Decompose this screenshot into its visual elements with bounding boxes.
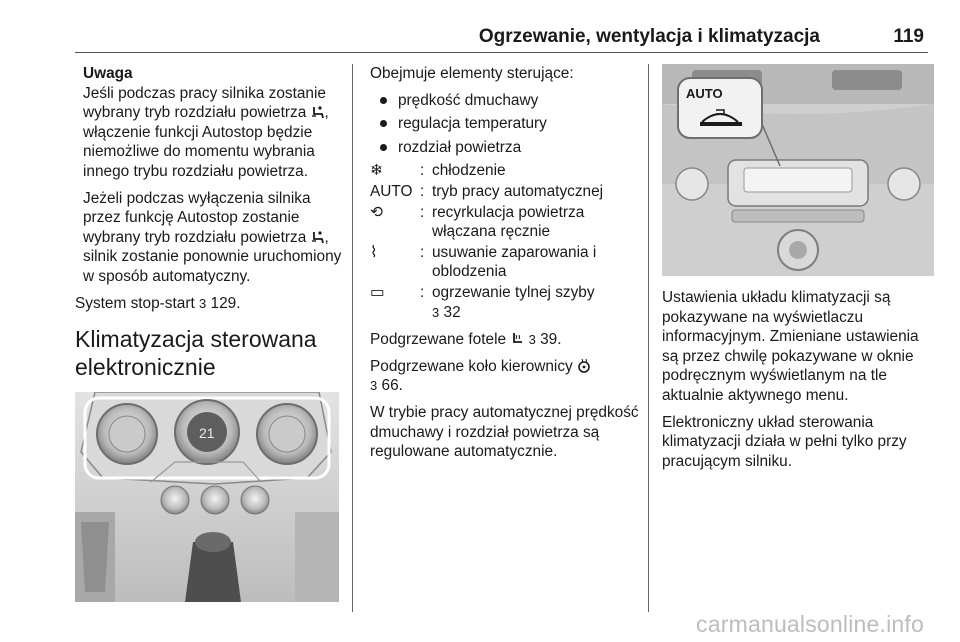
symbol-definitions — [370, 161, 640, 322]
ref-text: Podgrzewane koło kierownicy — [370, 357, 573, 375]
page-number: 119 — [893, 26, 924, 47]
heated-steering-wheel-icon — [577, 359, 591, 373]
page-link[interactable]: 66. — [381, 377, 403, 395]
definition-text — [432, 283, 640, 322]
header-divider — [75, 52, 928, 53]
definition-row — [370, 203, 640, 242]
page-header — [0, 0, 960, 52]
ref-text: System stop-start — [75, 294, 195, 312]
defrost-icon: ⌇ — [370, 243, 378, 261]
definition-row — [370, 161, 640, 181]
auto-mode-paragraph: W trybie pracy automatycznej prędkość dmuchawy i rozdział powietrza są regulowane automatycznie. — [370, 403, 639, 461]
column-2 — [370, 64, 640, 469]
column-divider-1 — [352, 64, 353, 612]
list-item: rozdział powietrza — [370, 138, 640, 158]
note-text: , silnik zostanie ponownie uruchomiony w sposób automatyczny. — [83, 228, 342, 285]
display-paragraph: Ustawienia układu klimatyzacji są pokazywane na wyświetlaczu informacyjnym. Zmieniane ustawienia są przez chwilę pokazywane w oknie podręcznym wyświetlanym na tle aktualnie aktywnego menu. — [662, 289, 919, 404]
note-text: Jeżeli podczas wyłączenia silnika przez funkcję Autostop zostanie wybrany tryb rozdziału powietrza — [83, 189, 311, 246]
auto-mode-label: AUTO — [370, 182, 413, 200]
ref-text: Podgrzewane fotele — [370, 331, 507, 349]
climate-control-photo — [75, 392, 339, 602]
svg-text:21: 21 — [199, 425, 215, 441]
chapter-title: Ogrzewanie, wentylacja i klimatyzacja — [478, 26, 820, 47]
ref-arrow-icon: 3 — [370, 378, 378, 394]
ref-arrow-icon: 3 — [199, 295, 207, 311]
heated-seat-icon — [510, 332, 524, 346]
list-item: prędkość dmuchawy — [370, 91, 640, 111]
ref-arrow-icon: 3 — [528, 332, 536, 348]
note-text: Jeśli podczas pracy silnika zostanie wybrany tryb rozdziału powietrza — [83, 84, 326, 122]
rear-window-heating-icon: ▭ — [370, 283, 385, 301]
separator: : — [420, 203, 425, 221]
page-link[interactable]: 32 — [443, 303, 461, 321]
page-link[interactable]: 39. — [540, 331, 562, 349]
climate-panel-illustration — [75, 392, 339, 602]
display-illustration — [662, 64, 934, 276]
info-display-photo — [662, 64, 934, 276]
definition-row — [370, 283, 640, 322]
separator: : — [420, 182, 425, 200]
air-distribution-footwell-icon — [311, 230, 325, 244]
note-paragraph-2 — [83, 189, 343, 287]
definition-text: usuwanie zaparowania i oblodzenia — [432, 243, 597, 281]
definition-text: tryb pracy automatycznej — [432, 182, 604, 200]
column-1 — [75, 64, 343, 393]
heated-seats-ref — [370, 330, 640, 350]
section-title: Klimatyzacja sterowana elektronicznie — [75, 326, 317, 381]
note-text: , włączenie funkcji Autostop będzie niemożliwe do momentu wybrania innego trybu rozdziału powietrza. — [83, 104, 329, 180]
definition-row — [370, 243, 640, 282]
air-distribution-footwell-icon — [311, 105, 325, 119]
ref-arrow-icon: 3 — [432, 304, 440, 320]
definition-text: chłodzenie — [432, 162, 506, 180]
engine-paragraph: Elektroniczny układ sterowania klimatyzacji działa w pełni tylko przy pracującym silniku. — [662, 413, 907, 470]
callout-auto-label: AUTO — [686, 86, 723, 101]
column-divider-2 — [648, 64, 649, 612]
note-title: Uwaga — [83, 65, 133, 82]
note-paragraph-1 — [83, 84, 343, 182]
recirculation-icon: ⟲ — [370, 203, 383, 221]
separator: : — [420, 162, 425, 180]
controls-intro: Obejmuje elementy sterujące: — [370, 65, 574, 82]
heated-wheel-ref — [370, 357, 640, 396]
list-item: regulacja temperatury — [370, 114, 640, 134]
controls-list — [370, 91, 640, 158]
separator: : — [420, 283, 425, 301]
definition-text: recyrkulacja powietrza włączana ręcznie — [432, 203, 585, 241]
cooling-icon: ❄ — [370, 162, 383, 180]
column-3 — [662, 288, 934, 478]
page-link[interactable]: 129. — [210, 294, 241, 312]
note-block — [75, 64, 343, 287]
watermark: carmanualsonline.info — [696, 611, 924, 637]
stop-start-ref — [75, 294, 343, 314]
separator: : — [420, 243, 425, 261]
definition-row — [370, 182, 640, 202]
definition-text-main: ogrzewanie tylnej szyby — [432, 283, 595, 301]
